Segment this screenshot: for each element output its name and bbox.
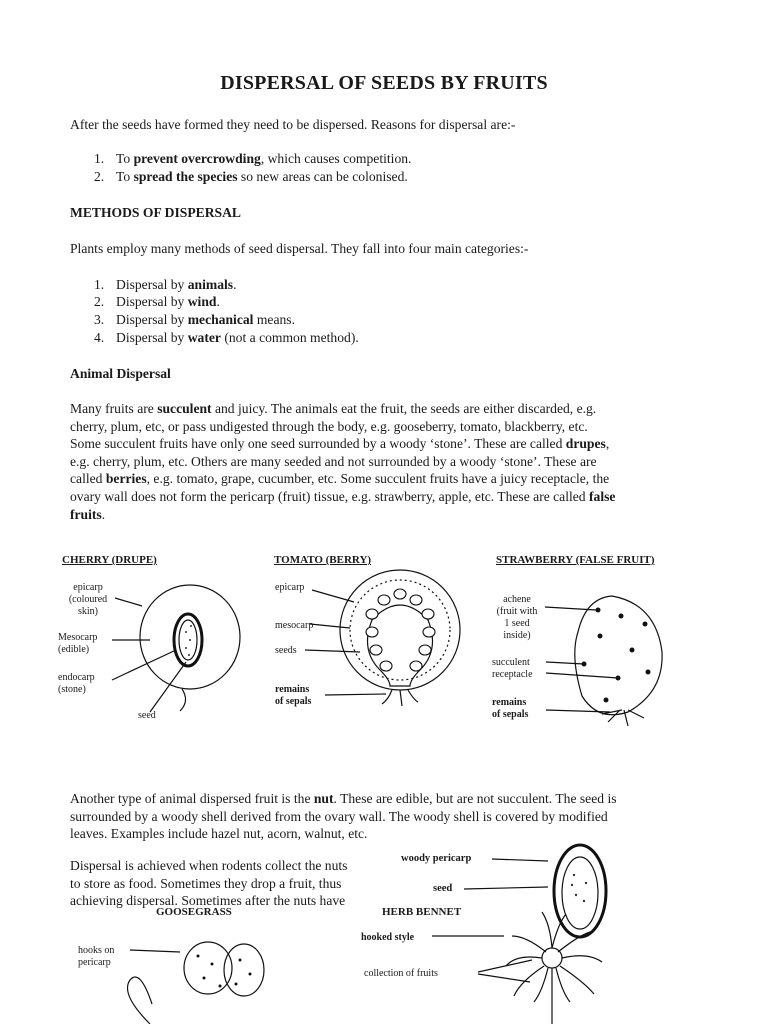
herb-bennet-style-label: hooked style	[361, 932, 415, 943]
list-item: To spread the species so new areas can be colonised.	[116, 169, 408, 184]
strawberry-title: STRAWBERRY (FALSE FRUIT)	[496, 554, 655, 566]
list-item: To prevent overcrowding, which causes competition.	[116, 151, 412, 166]
list-number: 3.	[94, 312, 105, 327]
strawberry-achene-label: achene (fruit with 1 seed inside)	[496, 594, 538, 641]
strawberry-sepals-label: remains of sepals	[492, 697, 529, 720]
cherry-seed-label: seed	[138, 710, 156, 721]
list-number: 4.	[94, 330, 105, 345]
nut-pericarp-label: woody pericarp	[401, 853, 472, 864]
tomato-mesocarp-label: mesocarp	[275, 620, 314, 631]
nut-seed-label: seed	[433, 883, 453, 894]
tomato-epicarp-label: epicarp	[275, 582, 305, 593]
animal-heading: Animal Dispersal	[70, 366, 171, 381]
herb-bennet-fruits-label: collection of fruits	[364, 968, 438, 979]
tomato-seeds-label: seeds	[275, 645, 297, 656]
page-title: DISPERSAL OF SEEDS BY FRUITS	[220, 72, 548, 94]
list-item: Dispersal by water (not a common method).	[116, 330, 359, 345]
strawberry-receptacle-label: succulent receptacle	[492, 657, 533, 680]
cherry-title: CHERRY (DRUPE)	[62, 554, 157, 566]
intro-text: After the seeds have formed they need to be dispersed. Reasons for dispersal are:-	[70, 117, 516, 132]
list-item: Dispersal by animals.	[116, 277, 237, 292]
methods-heading: METHODS OF DISPERSAL	[70, 205, 241, 220]
nut-paragraph: Another type of animal dispersed fruit is the nut. These are edible, but are not succulent. The seed is surrounded by a woody shell derived from the ovary wall. The woody shell is covered by modified leaves. Examples include hazel nut, acorn, walnut, etc.	[70, 791, 617, 842]
goosegrass-title: GOOSEGRASS	[156, 906, 232, 918]
list-number: 2.	[94, 294, 105, 309]
list-item: Dispersal by wind.	[116, 294, 220, 309]
cherry-endocarp-label: endocarp (stone)	[58, 672, 95, 695]
cherry-mesocarp-label: Mesocarp (edible)	[58, 632, 98, 655]
animal-paragraph: Many fruits are succulent and juicy. The animals eat the fruit, the seeds are either discarded, e.g. cherry, plum, etc, or pass undigested through the body, e.g. gooseberry, tomato, blackberry, etc. Some succulent fruits have only one seed surrounded by a woody ‘stone’. These are called drupes, e.g. cherry, plum, etc. Others are many seeded and not surrounded by a woody ‘stone’. These are called berries, e.g. tomato, grape, cucumber, etc. Some succulent fruits have a juicy receptacle, the ovary wall does not form the pericarp (fruit) tissue, e.g. strawberry, apple, etc. These are called false fruits.	[70, 401, 616, 522]
tomato-title: TOMATO (BERRY)	[274, 554, 372, 566]
list-number: 1.	[94, 277, 105, 292]
tomato-sepals-label: remains of sepals	[275, 684, 312, 707]
goosegrass-hooks-label: hooks on pericarp	[78, 945, 115, 968]
methods-intro: Plants employ many methods of seed dispersal. They fall into four main categories:-	[70, 241, 529, 256]
list-number: 1.	[94, 151, 105, 166]
list-number: 2.	[94, 169, 105, 184]
herb-bennet-title: HERB BENNET	[382, 906, 462, 918]
list-item: Dispersal by mechanical means.	[116, 312, 295, 327]
cherry-epicarp-label: epicarp (coloured skin)	[68, 582, 108, 617]
rodent-paragraph: Dispersal is achieved when rodents collect the nuts to store as food. Sometimes they drop a fruit, thus achieving dispersal. Sometimes after the nuts have	[70, 858, 348, 909]
